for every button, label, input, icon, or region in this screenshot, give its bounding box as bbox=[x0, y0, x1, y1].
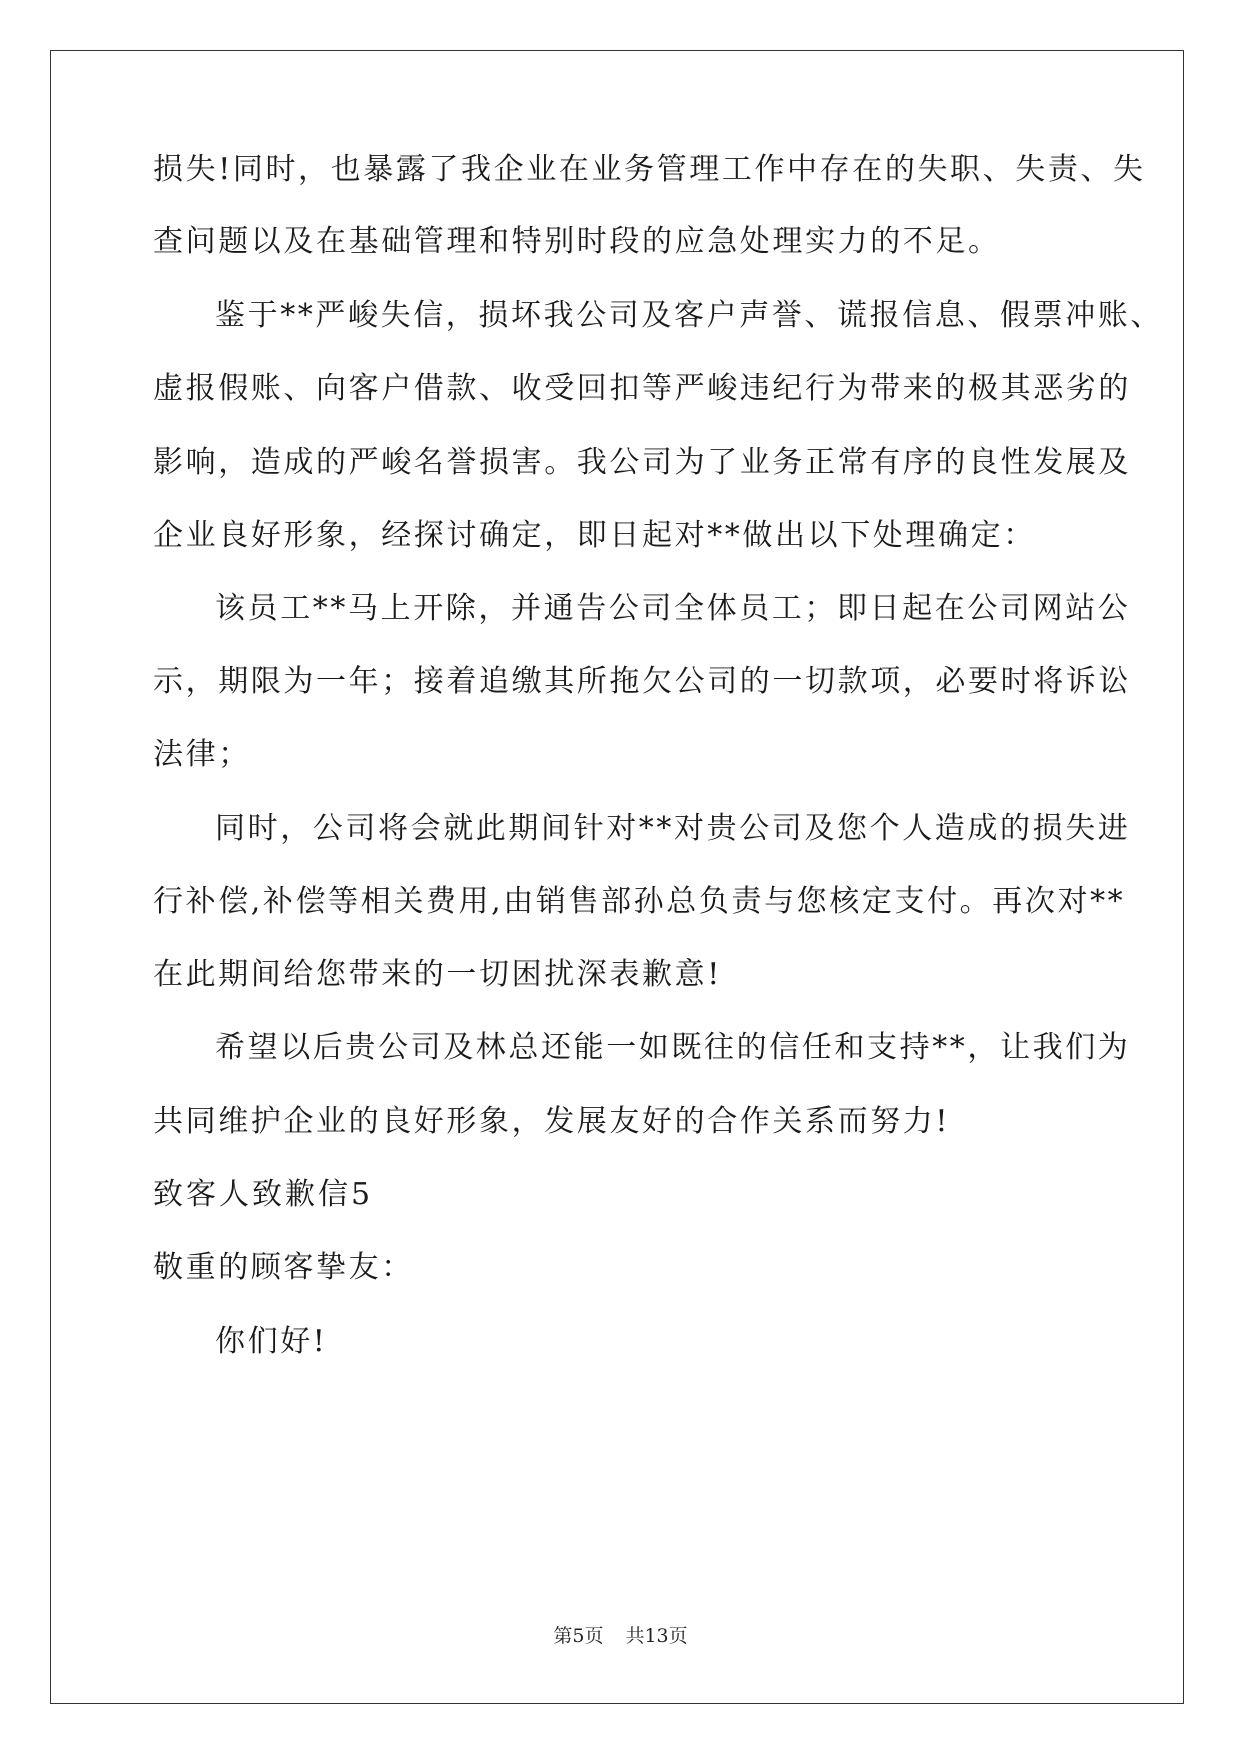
body-line-7: 该员工**马上开除，并通告公司全体员工；即日起在公司网站公 bbox=[215, 591, 1131, 626]
section-heading: 致客人致歉信5 bbox=[153, 1177, 374, 1212]
body-line-11: 行补偿,补偿等相关费用,由销售部孙总负责与您核定支付。再次对** bbox=[153, 884, 1126, 919]
greeting: 你们好! bbox=[215, 1324, 328, 1359]
page-number: 第5页 bbox=[553, 1625, 604, 1647]
body-line-10: 同时，公司将会就此期间针对**对贵公司及您个人造成的损失进 bbox=[215, 811, 1131, 846]
body-line-3: 鉴于**严峻失信，损坏我公司及客户声誉、谎报信息、假票冲账、 bbox=[215, 298, 1163, 333]
body-line-6: 企业良好形象，经探讨确定，即日起对**做出以下处理确定： bbox=[153, 518, 1036, 553]
salutation: 敬重的顾客挚友： bbox=[153, 1250, 414, 1285]
body-line-14: 共同维护企业的良好形象，发展友好的合作关系而努力! bbox=[153, 1104, 951, 1139]
body-line-8: 示，期限为一年；接着追缴其所拖欠公司的一切款项，必要时将诉讼 bbox=[153, 664, 1131, 699]
body-line-13: 希望以后贵公司及林总还能一如既往的信任和支持**，让我们为 bbox=[215, 1030, 1131, 1065]
page-footer bbox=[0, 1624, 1241, 1648]
body-line-1: 损失!同时，也暴露了我企业在业务管理工作中存在的失职、失责、失 bbox=[153, 152, 1146, 187]
body-line-12: 在此期间给您带来的一切困扰深表歉意! bbox=[153, 957, 722, 992]
page-total: 共13页 bbox=[625, 1625, 688, 1647]
body-line-4: 虚报假账、向客户借款、收受回扣等严峻违纪行为带来的极其恶劣的 bbox=[153, 371, 1131, 406]
body-line-5: 影响，造成的严峻名誉损害。我公司为了业务正常有序的良性发展及 bbox=[153, 445, 1131, 480]
body-line-9: 法律； bbox=[153, 737, 251, 772]
body-line-2: 查问题以及在基础管理和特别时段的应急处理实力的不足。 bbox=[153, 224, 1001, 259]
